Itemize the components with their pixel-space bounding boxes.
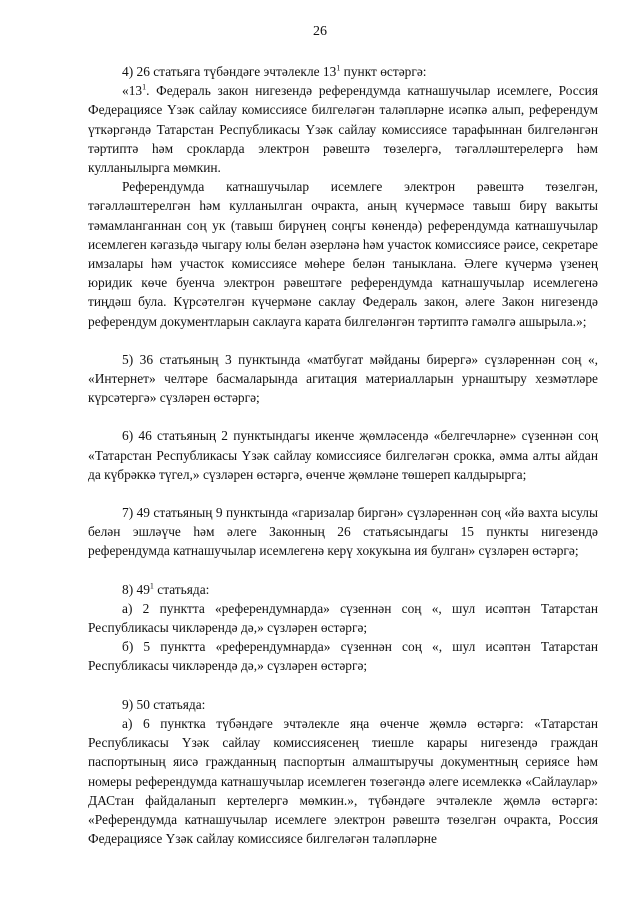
spacer	[88, 676, 598, 695]
document-body	[88, 62, 598, 848]
paragraph-item-6: 6) 46 статьяның 2 пунктындагы икенче җөмләсендә «белгечләрне» сүзеннән соң «Татарстан Республикасы Үзәк сайлау комиссиясе билгеләгән срокка, әмма алты айдан да күбрәккә түгел,» сүзләрен өстәргә, өченче җөмләне төшереп калдырырга;	[88, 428, 598, 482]
paragraph-electronic-list: Референдумда катнашучылар исемлеге электрон рәвештә төзелгән, тәгәлләштерелгән һәм кулланылган очракта, аның күчермәсе тавыш бирү вакыты тәмамланганнан соң ук (тавыш бирүнең соңгы көнендә) референдумда катнашучылар исемлеген кәгазьдә чыгару юлы белән әзерләнә һәм участок комиссиясе рәисе, секретаре имзалары һәм участок комиссиясе мөһере белән таныклана. Әлеге күчермә үзенең юридик көче буенча электрон рәвештәге референдумда катнашучылар исемлегенә тиңдәш була. Күрсәтелгән күчермәне саклау Федераль закон, әлеге Закон нигезендә референдум документларын саклауга карата билгеләнгән тәртиптә гамәлгә ашырыла.»;	[88, 179, 598, 329]
paragraph-13-1: «$13^1$. Федераль закон нигезендә референдумда катнашучылар исемлеге, Россия Федерациясе Үзәк сайлау комиссиясе билгеләгән таләпләрне исәпкә алып, референдум үткәргәндә Татарстан Республикасы Үзәк сайлау комиссиясе тарафыннан билгеләнгән тәртиптә һәм срокларда электрон рәвештә төзелергә, тәгәлләштерелергә һәм кулланылырга мөмкин.	[88, 82, 598, 176]
paragraph-item-5: 5) 36 статьяның 3 пунктында «матбугат мәйданы бирергә» сүзләреннән соң «, «Интернет» челтәре басмаларында агитация материалларын урнаштыру хезмәтләре күрсәтергә» сүзләрен өстәргә;	[88, 351, 598, 406]
paragraph-item-9: 9) 50 статьяда:	[122, 696, 206, 712]
spacer	[88, 561, 598, 580]
spacer	[88, 484, 598, 503]
spacer	[88, 407, 598, 426]
spacer	[88, 331, 598, 350]
paragraph-item-8: 8) $49^1$ статьяда:	[122, 581, 210, 597]
paragraph-item-8b: б) 5 пунктта «референдумнарда» сүзеннән соң «, шул исәптән Татарстан Республикасы чикләрендә дә,» сүзләрен өстәргә;	[88, 639, 598, 674]
paragraph-item-8a: а) 2 пунктта «референдумнарда» сүзеннән соң «, шул исәптән Татарстан Республикасы чикләрендә дә,» сүзләрен өстәргә;	[88, 600, 598, 636]
paragraph-item-9a: а) 6 пунктка түбәндәге эчтәлекле яңа өченче җөмлә өстәргә: «Татарстан Республикасы Үзәк сайлау комиссиясенең тиешле карары нигезендә граждан паспортының яисә гражданның паспортын алмаштыручы документның сериясе һәм номеры референдумда катнашучылар исемлеген төзегәндә әлеге исемлеккә «Сайлаулар» ДАСтан файдаланып кертелергә мөмкин.», түбәндәге эчтәлекле җөмлә өстәргә: «Референдумда катнашучылар исемлеге электрон рәвештә төзелгән очракта, Россия Федерациясе Үзәк сайлау комиссиясе билгеләгән таләпләрне	[88, 715, 598, 847]
paragraph-item-4: 4) 26 статьяга түбәндәге эчтәлекле $13^1$ пункт өстәргә:	[122, 63, 427, 79]
page-number: 26	[313, 24, 327, 39]
paragraph-item-7: 7) 49 статьяның 9 пунктында «гаризалар биргән» сүзләреннән соң «йә вахта ысулы белән эшләүче һәм әлеге Законның 26 статьясындагы 15 пункты нигезендә референдумда катнашучылар исемлегенә керү хокукына ия булган» сүзләрен өстәргә;	[88, 505, 598, 559]
